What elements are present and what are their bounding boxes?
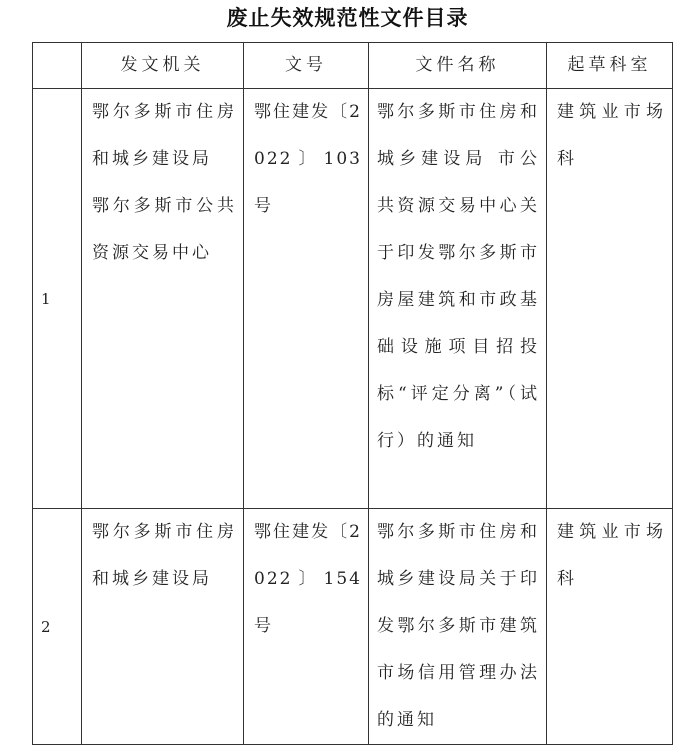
document-table [32,42,673,745]
header-document-name: 文件名称 [369,43,547,89]
header-document-number: 文号 [244,43,369,89]
table-row [33,89,673,509]
row-index: 1 [33,89,82,509]
document-number: 鄂住建发〔2022〕103号 [254,102,362,216]
document-number: 鄂住建发〔2022〕154号 [254,522,362,636]
document-number-cell [244,509,369,745]
issuing-authority: 鄂尔多斯市公共资源交易中心 [92,196,237,263]
table-header-row [33,43,673,89]
page-title: 废止失效规范性文件目录 [226,6,469,30]
issuing-authority: 鄂尔多斯市住房和城乡建设局 [92,102,237,169]
document-name: 鄂尔多斯市住房和城乡建设局关于印发鄂尔多斯市建筑市场信用管理办法的通知 [377,522,540,730]
header-index [33,43,82,89]
document-name: 鄂尔多斯市住房和城乡建设局 市公共资源交易中心关于印发鄂尔多斯市房屋建筑和市政基础设施项目招投标“评定分离”（试行）的通知 [377,102,540,451]
document-name-cell [369,509,547,745]
issuing-authority-cell [82,509,244,745]
drafting-department: 建筑业市场科 [557,102,666,169]
document-number-cell [244,89,369,509]
drafting-department: 建筑业市场科 [557,522,666,589]
table-row [33,509,673,745]
drafting-department-cell [547,509,673,745]
drafting-department-cell [547,89,673,509]
header-issuing-authority: 发文机关 [82,43,244,89]
issuing-authority: 鄂尔多斯市住房和城乡建设局 [92,522,237,589]
document-name-cell [369,89,547,509]
row-index: 2 [33,509,82,745]
header-drafting-department: 起草科室 [547,43,673,89]
issuing-authority-cell [82,89,244,509]
